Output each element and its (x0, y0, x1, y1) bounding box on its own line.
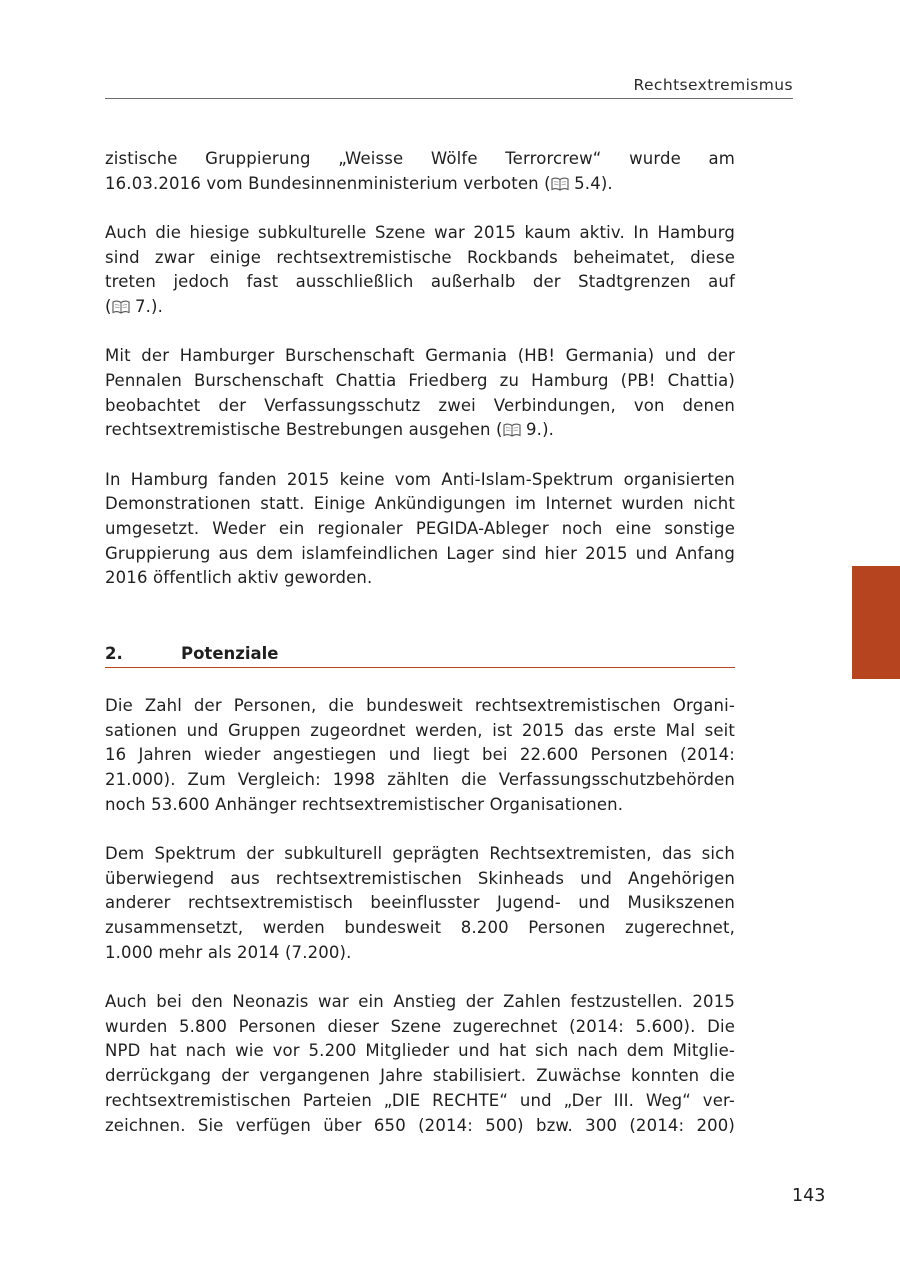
paragraph (105, 221, 735, 320)
running-header (105, 76, 793, 99)
section-title: Potenziale (181, 644, 279, 664)
section-number: 2. (105, 644, 123, 664)
paragraph (105, 842, 735, 966)
text-line: Dem Spektrum der subkulturell geprägten Rechtsextremisten, das sich (105, 844, 735, 864)
text-line: zusammensetzt, werden bundesweit 8.200 Personen zugerechnet, (105, 918, 735, 938)
text-fragment: rechtsextremistische Bestrebungen ausgehen ( (105, 420, 503, 440)
text-fragment: 7.). (129, 297, 164, 317)
text-fragment: 9.). (520, 420, 555, 440)
text-line: umgesetzt. Weder ein regionaler PEGIDA-Ableger noch eine sonstige (105, 518, 735, 538)
text-line: wurden 5.800 Personen dieser Szene zugerechnet (2014: 5.600). Die (105, 1016, 735, 1036)
paragraph (105, 694, 735, 818)
text-line: Gruppierung aus dem islamfeindlichen Lager sind hier 2015 und Anfang (105, 543, 735, 563)
text-line: sationen und Gruppen zugeordnet werden, ist 2015 das erste Mal seit (105, 720, 735, 740)
text-fragment: ( (105, 297, 112, 317)
text-line: In Hamburg fanden 2015 keine vom Anti-Islam-Spektrum organisierten (105, 469, 735, 489)
text-line: 1.000 mehr als 2014 (7.200). (105, 942, 352, 962)
paragraph (105, 344, 735, 443)
text-line: 21.000). Zum Vergleich: 1998 zählten die Verfassungsschutzbehörden (105, 770, 735, 790)
paragraph (105, 468, 735, 592)
text-line (105, 172, 735, 197)
book-icon[interactable] (551, 177, 569, 191)
text-line: 16 Jahren wieder angestiegen und liegt bei 22.600 Personen (2014: (105, 745, 735, 765)
text-line: Pennalen Burschenschaft Chattia Friedberg zu Hamburg (PB! Chattia) (105, 370, 735, 390)
text-fragment: 16.03.2016 vom Bundesinnenministerium verboten ( (105, 173, 551, 193)
text-line: Auch bei den Neonazis war ein Anstieg der Zahlen festzustellen. 2015 (105, 992, 735, 1012)
text-line: Die Zahl der Personen, die bundesweit rechtsextremistischen Organi- (105, 696, 735, 716)
text-line: NPD hat nach wie vor 5.200 Mitglieder und hat sich nach dem Mitglie- (105, 1041, 735, 1061)
text-line: zistische Gruppierung „Weisse Wölfe Terrorcrew“ wurde am (105, 149, 735, 168)
chapter-tab-marker (852, 566, 900, 679)
text-line (105, 295, 735, 320)
text-line: 2016 öffentlich aktiv geworden. (105, 568, 373, 588)
text-line: treten jedoch fast ausschließlich außerhalb der Stadtgrenzen auf (105, 272, 735, 292)
text-line (105, 418, 735, 443)
main-text-column (105, 147, 735, 1163)
section-heading (105, 643, 735, 668)
text-line: sind zwar einige rechtsextremistische Rockbands beheimatet, diese (105, 247, 735, 267)
text-line: Mit der Hamburger Burschenschaft Germania (HB! Germania) und der (105, 346, 735, 366)
book-icon[interactable] (112, 300, 130, 314)
text-line: Demonstrationen statt. Einige Ankündigungen im Internet wurden nicht (105, 494, 735, 514)
text-line: Auch die hiesige subkulturelle Szene war 2015 kaum aktiv. In Hamburg (105, 222, 735, 242)
paragraph (105, 990, 735, 1138)
running-header-title: Rechtsextremismus (633, 76, 793, 94)
text-line: noch 53.600 Anhänger rechtsextremistischer Organisationen. (105, 794, 624, 814)
text-line: zeichnen. Sie verfügen über 650 (2014: 500) bzw. 300 (2014: 200) (105, 1115, 735, 1135)
text-line: beobachtet der Verfassungsschutz zwei Verbindungen, von denen (105, 395, 735, 415)
paragraph (105, 147, 735, 196)
page-number: 143 (792, 1186, 826, 1206)
text-line: derrückgang der vergangenen Jahre stabilisiert. Zuwächse konnten die (105, 1066, 735, 1086)
text-line: überwiegend aus rechtsextremistischen Skinheads und Angehörigen (105, 868, 735, 888)
text-line: anderer rechtsextremistisch beeinflusster Jugend- und Musikszenen (105, 893, 735, 913)
book-icon[interactable] (503, 423, 521, 437)
text-fragment: 5.4). (568, 173, 613, 193)
text-line: rechtsextremistischen Parteien „DIE RECHTE“ und „Der III. Weg“ ver- (105, 1090, 735, 1110)
